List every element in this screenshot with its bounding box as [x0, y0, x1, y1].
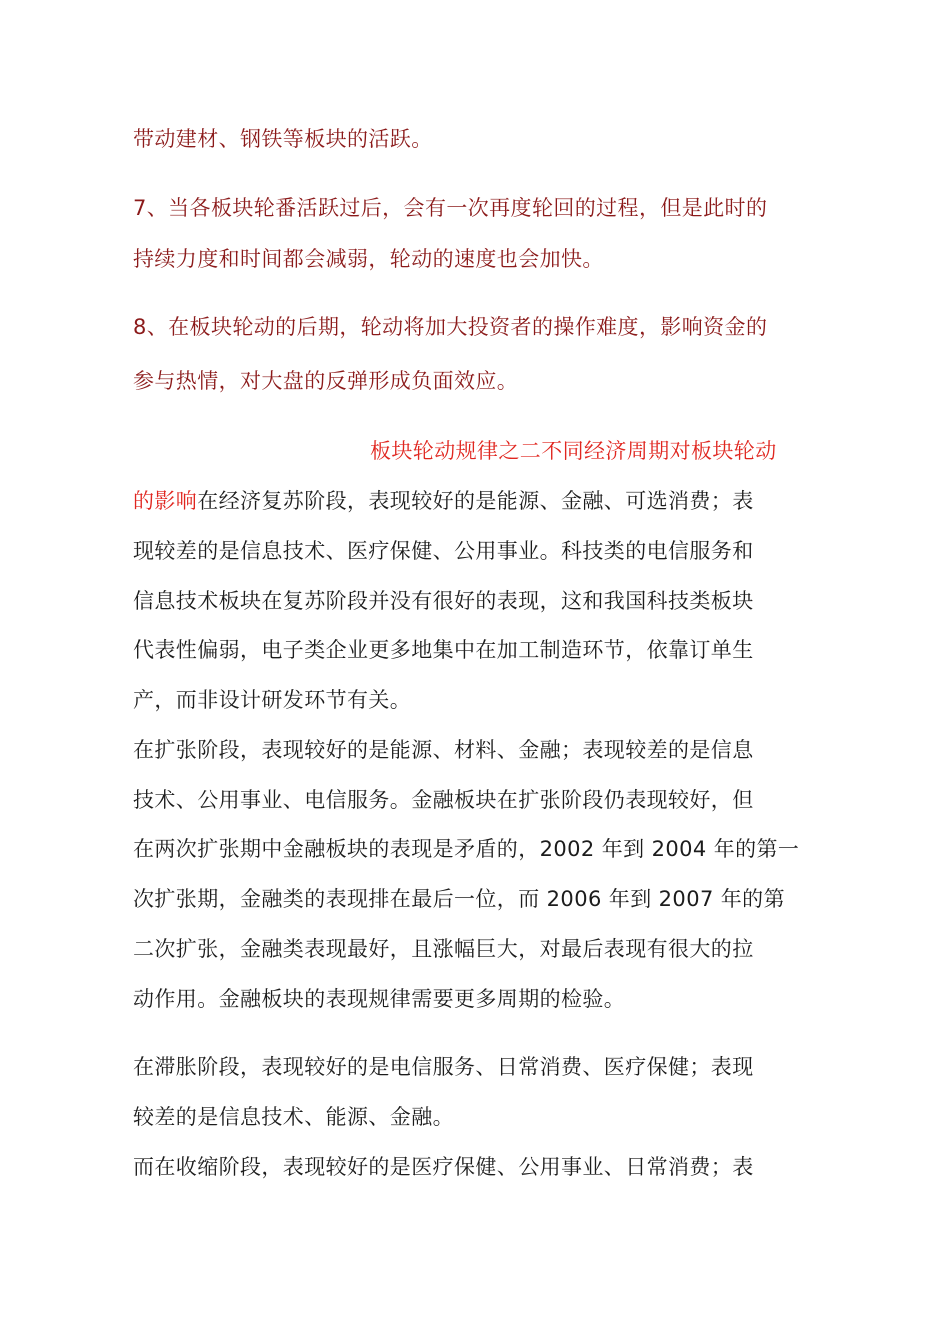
text-line: 二次扩张，金融类表现最好，且涨幅巨大，对最后表现有很大的拉	[133, 937, 754, 961]
text-line: 次扩张期，金融类的表现排在最后一位，而 2006 年到 2007 年的第	[133, 887, 785, 911]
text-line: 而在收缩阶段，表现较好的是医疗保健、公用事业、日常消费；表	[133, 1155, 754, 1179]
text-line: 8、在板块轮动的后期，轮动将加大投资者的操作难度，影响资金的	[133, 315, 768, 339]
text-line: 代表性偏弱，电子类企业更多地集中在加工制造环节，依靠订单生	[133, 638, 754, 662]
text-line: 现较差的是信息技术、医疗保健、公用事业。科技类的电信服务和	[133, 539, 754, 563]
text-line: 参与热情，对大盘的反弹形成负面效应。	[133, 369, 519, 393]
text-line: 持续力度和时间都会减弱，轮动的速度也会加快。	[133, 247, 604, 271]
text-line	[133, 487, 754, 515]
text-line: 产，而非设计研发环节有关。	[133, 688, 412, 712]
text-line: 动作用。金融板块的表现规律需要更多周期的检验。	[133, 987, 626, 1011]
text-line: 在两次扩张期中金融板块的表现是矛盾的，2002 年到 2004 年的第一	[133, 837, 800, 861]
text-line: 7、当各板块轮番活跃过后，会有一次再度轮回的过程，但是此时的	[133, 196, 768, 220]
text-line: 在扩张阶段，表现较好的是能源、材料、金融；表现较差的是信息	[133, 738, 754, 762]
text-line: 较差的是信息技术、能源、金融。	[133, 1105, 454, 1129]
text-line: 在滞胀阶段，表现较好的是电信服务、日常消费、医疗保健；表现	[133, 1055, 754, 1079]
text-line: 信息技术板块在复苏阶段并没有很好的表现，这和我国科技类板块	[133, 589, 754, 613]
text-line: 技术、公用事业、电信服务。金融板块在扩张阶段仍表现较好，但	[133, 788, 754, 812]
section-heading: 板块轮动规律之二不同经济周期对板块轮动	[370, 439, 777, 463]
section-heading-continuation: 的影响	[133, 489, 198, 513]
text-span: 在经济复苏阶段，表现较好的是能源、金融、可选消费；表	[197, 489, 754, 513]
text-line: 带动建材、钢铁等板块的活跃。	[133, 127, 433, 151]
